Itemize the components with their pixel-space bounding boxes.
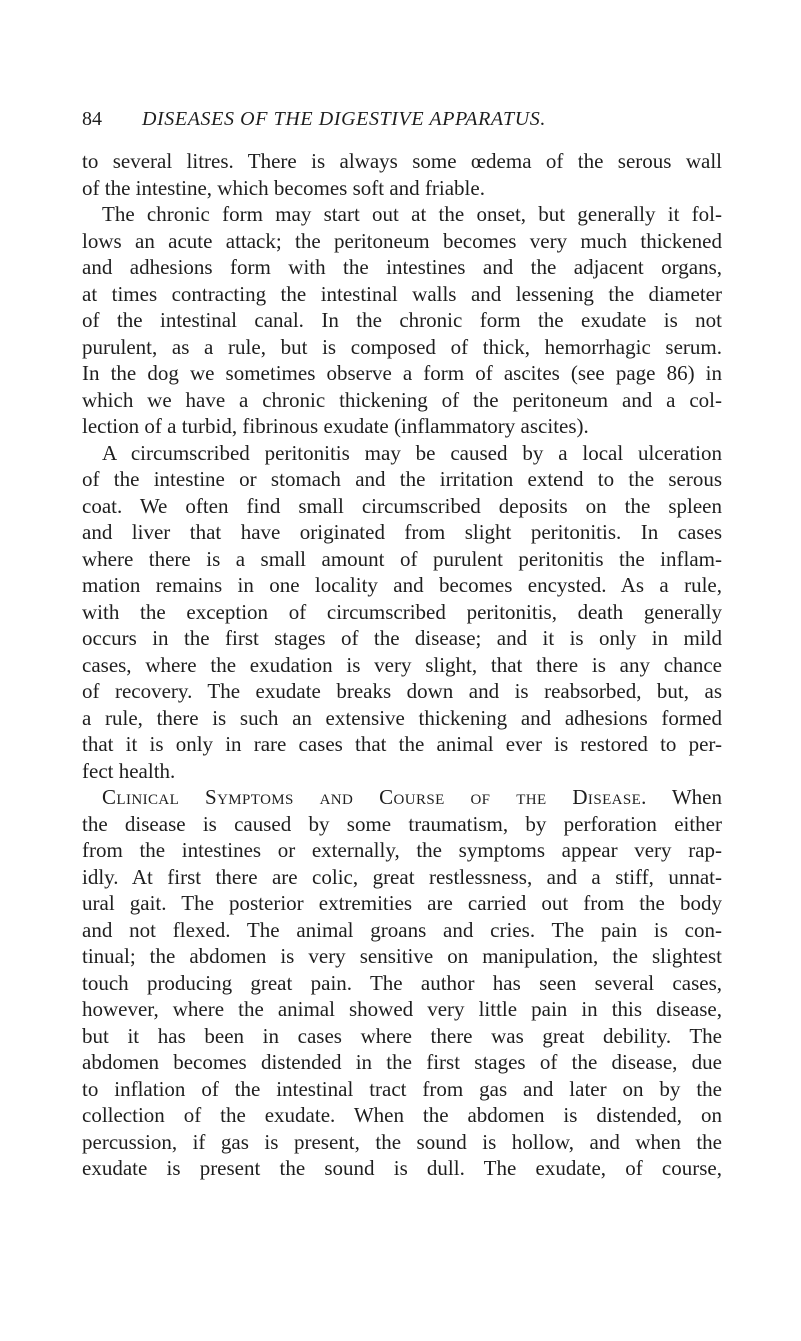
running-title: DISEASES OF THE DIGESTIVE APPARATUS. bbox=[142, 108, 546, 130]
text-line: and not flexed. The animal groans and cries. The pain is con- bbox=[82, 917, 722, 942]
text-line: where there is a small amount of purulent peritonitis the inflam- bbox=[82, 546, 722, 571]
text-line: of the intestinal canal. In the chronic form the exudate is not bbox=[82, 308, 722, 332]
body-text bbox=[82, 148, 722, 1182]
text-line: touch producing great pain. The author has seen several cases, bbox=[82, 970, 722, 995]
text-line: with the exception of circumscribed peritonitis, death generally bbox=[82, 599, 722, 624]
text-line: to several litres. There is always some œdema of the serous wall bbox=[82, 149, 722, 173]
text-line: lection of a turbid, fibrinous exudate (inflammatory ascites). bbox=[82, 414, 589, 438]
text-line: which we have a chronic thickening of the peritoneum and a col- bbox=[82, 387, 722, 412]
text-line: and liver that have originated from slight peritonitis. In cases bbox=[82, 520, 722, 544]
text-line: tinual; the abdomen is very sensitive on manipulation, the slightest bbox=[82, 944, 722, 968]
section-heading: Clinical Symptoms and Course of the Disease. bbox=[102, 785, 647, 809]
page-number: 84 bbox=[82, 108, 102, 130]
text-line: The chronic form may start out at the onset, but generally it fol- bbox=[102, 202, 722, 226]
text-line: mation remains in one locality and becomes encysted. As a rule, bbox=[82, 573, 722, 597]
text-line: In the dog we sometimes observe a form of ascites (see page 86) in bbox=[82, 361, 722, 385]
page-header bbox=[82, 108, 702, 138]
text-line: occurs in the first stages of the disease; and it is only in mild bbox=[82, 626, 722, 650]
text-line: the disease is caused by some traumatism, by perforation either bbox=[82, 811, 722, 836]
text-line: of the intestine, which becomes soft and friable. bbox=[82, 175, 485, 200]
text-fragment: When bbox=[671, 785, 723, 809]
text-line: idly. At first there are colic, great restlessness, and a stiff, unnat- bbox=[82, 864, 722, 889]
text-line: collection of the exudate. When the abdomen is distended, on bbox=[82, 1103, 722, 1127]
text-line: but it has been in cases where there was great debility. The bbox=[82, 1023, 722, 1048]
text-line: fect health. bbox=[82, 758, 176, 783]
text-line: cases, where the exudation is very slight, that there is any chance bbox=[82, 652, 722, 677]
text-line: a rule, there is such an extensive thickening and adhesions formed bbox=[82, 705, 722, 730]
section-heading-line bbox=[82, 784, 722, 811]
text-line: and adhesions form with the intestines and the adjacent organs, bbox=[82, 255, 722, 279]
text-line: ural gait. The posterior extremities are carried out from the body bbox=[82, 891, 722, 915]
text-line: however, where the animal showed very little pain in this disease, bbox=[82, 997, 722, 1021]
text-line: lows an acute attack; the peritoneum becomes very much thickened bbox=[82, 228, 722, 253]
text-line: A circumscribed peritonitis may be caused by a local ulceration bbox=[102, 440, 722, 465]
text-line: purulent, as a rule, but is composed of thick, hemorrhagic serum. bbox=[82, 334, 722, 359]
text-line: coat. We often find small circumscribed deposits on the spleen bbox=[82, 493, 722, 518]
text-line: that it is only in rare cases that the animal ever is restored to per- bbox=[82, 732, 722, 756]
text-line: of recovery. The exudate breaks down and is reabsorbed, but, as bbox=[82, 679, 722, 703]
text-line: abdomen becomes distended in the first stages of the disease, due bbox=[82, 1050, 722, 1074]
text-line: of the intestine or stomach and the irritation extend to the serous bbox=[82, 467, 722, 491]
text-line: percussion, if gas is present, the sound is hollow, and when the bbox=[82, 1129, 722, 1154]
text-line: at times contracting the intestinal walls and lessening the diameter bbox=[82, 281, 722, 306]
text-line: exudate is present the sound is dull. The exudate, of course, bbox=[82, 1156, 722, 1180]
text-line: to inflation of the intestinal tract from gas and later on by the bbox=[82, 1076, 722, 1101]
text-line: from the intestines or externally, the symptoms appear very rap- bbox=[82, 838, 722, 862]
